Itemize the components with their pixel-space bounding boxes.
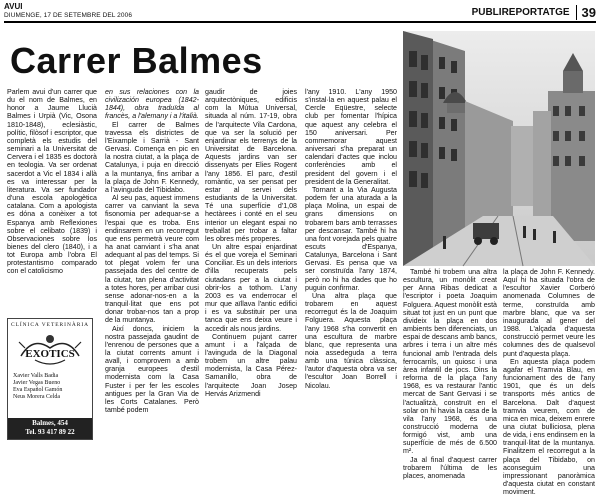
paragraph: Tornant a la Via Augusta podem fer una aturada a la plaça Molina, un espai de grans dimensions on trobarem bars amb terrasses per descansar. També hi ha una font vorejada pels quatre escuts d'Espanya, Catalunya, Barcelona i Sant Gervasi. Es pensa que va ser construïda l'any 1874, però no hi ha dades que ho puguin confirmar. [305, 185, 397, 292]
masthead [4, 2, 204, 20]
ad-staff-list [13, 373, 92, 401]
paragraph: Ja al final d'aquest carrer trobarem l'última de les places, anomenada [403, 455, 497, 480]
article-column-5 [403, 268, 497, 480]
paragraph: la plaça de John F. Kennedy. Aquí hi ha situada l'obra de l'escultor Xavier Corberó anomenada Columnes de terme, construïda amb marbre blanc, que va ser inaugurada al gener del 1988. L'alçada d'aquesta construcció permet veure les columnes des de qualsevol punt d'aquesta plaça. [503, 268, 595, 358]
article-column-2 [105, 88, 199, 436]
section-label: PUBLIREPORTATGE [471, 6, 570, 18]
paragraph: gaudir de joies arquitectòniques, edificis com la Mútua Universal, situada al núm. 17-19, obra de l'arquitecte Vila Cardona, que va ser la solució per enjardinar els terrenys de la Universitat de Barcelona. Aquests jardins van ser dissenyats per Elies Rogent l'any 1856. El parc, d'estil romàntic, va ser pensat per estar al servei dels estudiants de la Universitat. Té una superfície d'1,08 hectàrees i conté en el seu interior un elegant espai no treballat per trobar a faltar les obres més properes. [205, 88, 297, 243]
paragraph: en sus relaciones con la civilización europea (1842-1844), obra traduïda al francès, a l'alemany i a l'italià. [105, 88, 199, 121]
vet-clinic-ad [7, 318, 93, 440]
staff-name: Javier Vegas Bueno [13, 380, 61, 386]
paragraph: En aquesta plaça podem agafar el Tramvia Blau, en funcionament des de l'any 1901, que és un dels transports més antics de Barcelona. Dalt d'aquest tramvia veurem, com de mica en mica, deixem enrere una ciutat bulliciosa, plena de vida, i ens endinsem en la tranquil·litat de la muntanya. Finalitzem el recorregut a la plaça del Tibidabo, on aconseguim una impressionant panoràmica d'aquesta ciutat en constant moviment. [503, 357, 595, 496]
paragraph: Un altre espai enjardinat és el que voreja el Seminari Conciliar. Es un dels interiors d'illa recuperats pels ciutadans per a la ciutat i obrir-los a tothom. L'any 2003 es va enderrocar el mur que aïllava l'antic edifici i es va substituir per una tanca que ens deixa veure i accedir als nous jardins. [205, 242, 297, 333]
paragraph: Continuem pujant carrer amunt i a l'alçada de l'avinguda de la Diagonal trobem un altre palau modernista, la Casa Pérez-Samanillo, obra de l'arquitecte Joan Josep Hervás Arizmendi [205, 332, 297, 398]
street-photo [403, 31, 595, 266]
article-column-1 [7, 88, 97, 314]
paragraph: Parlem avui d'un carrer que du el nom de Balmes, en honor a Jaume Llucià Balmes i Urpià (Vic, Osona 1810-1848), eclesiàstic, polític, filòsof i escriptor, que completà els estudis del seminari a la Universitat de Cervera i el 1835 es doctorà en teologia. Va ser ordenat sacerdot a Vic el 1834 i allà es va interessar per la literatura. Va ser fundador d'una escola apologètica catalana. Com a apologista es dóna a conèixer a tot Espanya amb Reflexiones sobre el celibato (1839) i Observaciones sobre los bienes del clero (1840), i a tot Europa amb l'obra El protestantismo comparado con el catolicismo [7, 88, 97, 276]
ad-header: CLÍNICA VETERINÀRIA [10, 322, 90, 328]
paragraph: També hi trobem una altra escultura, un monòlit creat per Anna Ribas dedicat a l'escriptor i poeta Joaquim Folguera. Aquest monòlit està situat tot just en un punt que divideix la plaça en dos ambients ben diferenciats, un espai de descans amb bancs, arbres i terra i un altre més funcional amb l'entrada dels ferrocarrils, un quiosc i una àrea infantil de jocs. Dins la reforma de la plaça l'any 1968, es va restaurar l'antic mercat de Sant Gervasi i se l'actualitzà, construït en el solar on hi havia la casa de la vila l'any 1968, és una construcció moderna de formigó vist, amb una superfície de més de 6.500 m². [403, 268, 497, 456]
newspaper-brand: AVUI [4, 2, 23, 11]
issue-date: DIUMENGE, 17 DE SETEMBRE DEL 2006 [4, 12, 133, 19]
paragraph: Una altra plaça que trobarem en aquest recorregut és la de Joaquim Folguera. Aquesta plaça l'any 1968 s'ha convertit en una escultura de marbre blanc, que representa una noia assedeguda a terra amb una túnica clàssica, l'autor d'aquesta obra va ser l'escultor Joan Borrell i Nicolau. [305, 291, 397, 390]
logo-wordmark: EXOTICS [25, 348, 75, 360]
paragraph: El carrer de Balmes travessa els districtes de l'Eixample i Sarrià - Sant Gervasi. Comença en pic en la nostra ciutat, a la plaça de Catalunya, i puja en direcció a la muntanya, fins arribar a la plaça de John F. Kennedy, a l'avinguda del Tibidabo. [105, 120, 199, 194]
ad-phone: Tel. 93 417 89 22 [25, 428, 75, 436]
ad-address: Balmes, 454 [32, 419, 68, 427]
staff-name: Neus Morera Celda [13, 394, 60, 400]
page-number: 39 [576, 5, 596, 20]
staff-name: Eva Español Gamón [13, 387, 63, 393]
paragraph: Al seu pas, aquest immens carrer va canviant la seva fisonomia per adequar-se a l'espai que es troba. Ens endinsarem en un recorregut que ens permetrà veure com ha anat canviant i s'ha anat adequant al pas del temps. Si tot plegat volem fer una passejada des del centre de la ciutat, tan plena d'activitat a totes hores, per arribar cusi sense adonar-nos-en a la tranquil·litat que ens pot donar trobar-nos tan a prop de la muntanya. [105, 194, 199, 325]
section-header [472, 2, 596, 22]
article-title: Carrer Balmes [10, 40, 263, 81]
header-rule [4, 21, 596, 23]
ad-contact [8, 418, 92, 439]
paragraph: l'any 1910. L'any 1950 s'instal·la en aquest palau el Cercle Eqüestre, selecte club per fomentar l'hípica que aquest any celebra el 150 aniversari. Per commemorar aquest aniversari s'ha preparat un calendari d'actes que inclou conferències amb el president del govern i el president de la Generalitat. [305, 88, 397, 186]
paragraph: Així doncs, iniciem la nostra passejada gaudint de l'enrenou de persones que a la ciutat corrents amunt i avall, i comprovem a amb granja europees d'estil modernista com la Casa Fuster i per fer les escoles antigues per la Gran Via de les Corts Catalanes. Però també podem [105, 324, 199, 415]
article-column-6 [503, 268, 595, 496]
exotics-logo [15, 330, 85, 372]
article-column-3 [205, 88, 297, 436]
article-column-4 [305, 88, 397, 436]
staff-name: Xavier Valls Badia [13, 373, 59, 379]
